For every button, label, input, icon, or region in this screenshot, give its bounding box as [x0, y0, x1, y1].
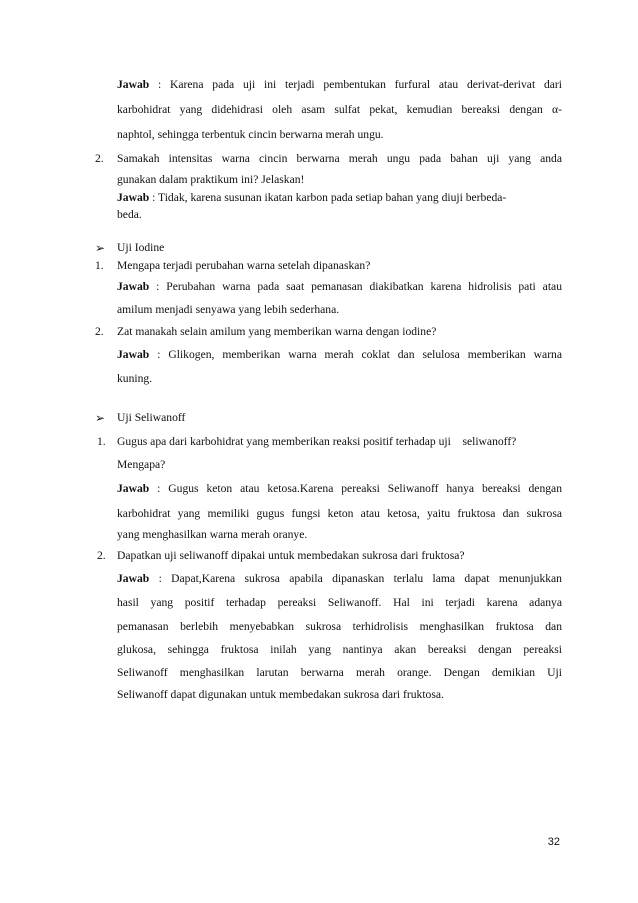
- answer-line: Jawab : Karena pada uji ini terjadi pembentukan furfural atau derivat-derivat dari: [117, 78, 562, 91]
- answer-line: Jawab : Glikogen, memberikan warna merah coklat dan selulosa memberikan warna: [117, 348, 562, 361]
- answer-line: amilum menjadi senyawa yang lebih sederhana.: [117, 303, 340, 316]
- question-line: gunakan dalam praktikum ini? Jelaskan!: [117, 173, 305, 186]
- page-number: 32: [547, 836, 560, 848]
- question-line: Samakah intensitas warna cincin berwarna merah ungu pada bahan uji yang anda: [117, 152, 562, 165]
- answer-line: glukosa, sehingga fruktosa inilah yang nantinya akan bereaksi dengan pereaksi: [117, 643, 562, 656]
- question-line: Dapatkan uji seliwanoff dipakai untuk membedakan sukrosa dari fruktosa?: [117, 549, 465, 562]
- answer-label: Jawab: [117, 572, 150, 585]
- answer-label: Jawab: [117, 280, 150, 293]
- answer-line: hasil yang positif terhadap pereaksi Seliwanoff. Hal ini terjadi karena adanya: [117, 596, 562, 609]
- answer-line: Jawab : Perubahan warna pada saat pemanasan diakibatkan karena hidrolisis pati atau: [117, 280, 562, 293]
- answer-label: Jawab: [117, 482, 150, 495]
- question-line: Mengapa?: [117, 458, 166, 471]
- arrow-bullet-icon: ➢: [95, 411, 106, 425]
- question-line: Zat manakah selain amilum yang memberikan warna dengan iodine?: [117, 325, 437, 338]
- answer-line: Seliwanoff menghasilkan larutan berwarna merah orange. Dengan demikian Uji: [117, 666, 562, 679]
- arrow-bullet-icon: ➢: [95, 241, 106, 255]
- answer-label: Jawab: [117, 191, 150, 204]
- answer-line: Seliwanoff dapat digunakan untuk membedakan sukrosa dari fruktosa.: [117, 688, 444, 701]
- answer-line: karbohidrat yang memiliki gugus fungsi keton atau ketosa, yaitu fruktosa dan sukrosa: [117, 507, 562, 520]
- answer-line: Jawab : Dapat,Karena sukrosa apabila dipanaskan terlalu lama dapat menunjukkan: [117, 572, 562, 585]
- question-number: 2.: [97, 549, 106, 562]
- answer-label: Jawab: [117, 348, 150, 361]
- section-heading: Uji Seliwanoff: [117, 411, 186, 424]
- question-line: Gugus apa dari karbohidrat yang memberikan reaksi positif terhadap uji seliwanoff?: [117, 435, 517, 448]
- question-number: 2.: [95, 325, 104, 338]
- answer-line: kuning.: [117, 372, 153, 385]
- answer-label: Jawab: [117, 78, 150, 91]
- question-line: Mengapa terjadi perubahan warna setelah dipanaskan?: [117, 259, 371, 272]
- answer-line: karbohidrat yang didehidrasi oleh asam sulfat pekat, kemudian bereaksi dengan α-: [117, 103, 562, 116]
- question-number: 1.: [95, 259, 104, 272]
- answer-line: pemanasan berlebih menyebabkan sukrosa terhidrolisis menghasilkan fruktosa dan: [117, 620, 562, 633]
- question-number: 2.: [95, 152, 104, 165]
- answer-line: yang menghasilkan warna merah oranye.: [117, 528, 308, 541]
- answer-line: Jawab : Gugus keton atau ketosa.Karena pereaksi Seliwanoff hanya bereaksi dengan: [117, 482, 562, 495]
- section-heading: Uji Iodine: [117, 241, 165, 254]
- answer-line: beda.: [117, 208, 142, 221]
- answer-line: Jawab : Tidak, karena susunan ikatan karbon pada setiap bahan yang diuji berbeda-: [117, 191, 507, 204]
- answer-line: naphtol, sehingga terbentuk cincin berwarna merah ungu.: [117, 128, 384, 141]
- question-number: 1.: [97, 435, 106, 448]
